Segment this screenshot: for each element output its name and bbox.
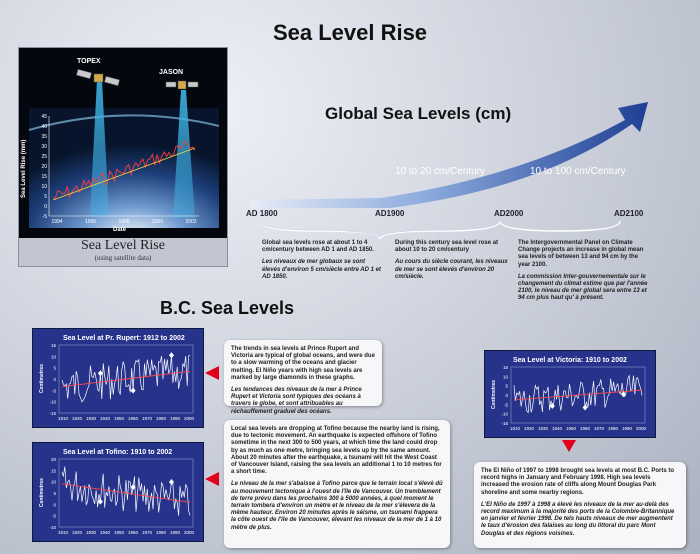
satellite-caption: Sea Level Rise (81, 238, 165, 253)
chart-plot (33, 329, 203, 427)
ytick-label: 10 (50, 354, 56, 360)
satellite-subcaption: (using satellite data) (94, 254, 152, 262)
sea-level-series (62, 467, 190, 516)
el-nino-marker (169, 352, 174, 358)
xtick-label: 1960 (127, 416, 139, 421)
satellite-ytick: 40 (41, 124, 47, 130)
xtick-label: 1920 (523, 426, 535, 431)
pointer-rupert-icon (203, 366, 219, 380)
ytick-label: 5 (53, 365, 56, 371)
satellite-ytick: 5 (44, 194, 47, 200)
ytick-label: -15 (49, 411, 56, 416)
note-ipcc-projection: The Intergovernmental Panel on Climate Change projects an increase in global mean sea levels of between 13 and 94 cm by the year 2100. La commission Inter-gouvernementale sur le changement du climat estime que par l'année 2100, le niveau de mer global sera entre 13 et 94 cm plus haut qu' à présent. (518, 240, 648, 302)
satellite-ytick: 0 (44, 204, 47, 210)
satellite-xtick: 1994 (51, 219, 63, 225)
timeline-braces (250, 219, 640, 241)
xtick-label: 1980 (155, 530, 167, 535)
xtick-label: 1920 (71, 530, 83, 535)
satellite-xtick: 2000 (151, 219, 164, 225)
note-tofino: Local sea levels are dropping at Tofino because the nearby land is rising, due to tectonic movement. An earthquake is expected offshore of Tofino sometime in the next 300 to 500 years, at which time the land could drop by as much as one metre, bringing sea levels up by the same amount. About 20 minutes after the earthquake, a tsunami will hit the West Coast of Vancouver Island, raising the sea levels an additional 1 to 10 metres for a short time. Le niveau de la mer s'abaisse à Tofino parce que le terrain local s'élevé dû au mouvement tectonique à l'ouest de l'île de Vancouver. Un tremblement de terre prévu dans les prochains 300 à 5000 années, à quel moment le terrain tombera d'environ un mètre et le niveau de la mer s'élevera de la même hauteur. Environ 20 minutes après le séisme, un tsunami frappera la côte ouest de l'île de Vancouver, élevant les niveaux de la mer de 1 à 10 mètre de plus. (224, 420, 450, 548)
ytick-label: 10 (502, 374, 508, 380)
xtick-label: 1940 (99, 530, 111, 535)
ytick-label: -5 (503, 402, 508, 408)
bc-sea-levels-title: B.C. Sea Levels (160, 298, 295, 318)
satellite-ylabel: Sea Level Rise (mm) (21, 139, 27, 198)
xtick-label: 2000 (635, 426, 647, 431)
ytick-label: 0 (505, 393, 508, 398)
chart-title: Sea Level at Victoria: 1910 to 2002 (513, 357, 627, 364)
xtick-label: 1940 (99, 416, 111, 421)
ytick-label: 0 (53, 377, 56, 382)
el-nino-marker (131, 388, 136, 394)
chart-title: Sea Level at Pr. Rupert: 1912 to 2002 (63, 335, 185, 342)
note-victoria: The El Niño of 1997 to 1998 brought sea levels at most B.C. Ports to record highs in January and February 1998. High sea levels increased the erosion rate of cliffs along Mount Douglas Park shoreline and some nearby regions. L'El Niño de 1997 à 1998 a élevé les niveaux de la mer au-delà des record maximum à la majorité des ports de la Colombie-Britannique en janvier et février 1998. De tels hauts niveaux de mer augmentent le taux d'érosion des falaises au long du littoral du parc Mont Douglas et des régions voisines. (474, 462, 686, 548)
ytick-label: -5 (51, 513, 56, 519)
satellite-ytick: 30 (41, 144, 47, 150)
ytick-label: 15 (502, 365, 508, 370)
rate-20th-century: 10 to 20 cm/Century (395, 166, 486, 177)
chart-title: Sea Level at Tofino: 1910 to 2002 (63, 449, 173, 456)
ytick-label: -10 (49, 399, 56, 405)
satellite-panel (18, 47, 228, 267)
ytick-label: 5 (505, 383, 508, 389)
ytick-label: -10 (501, 411, 508, 417)
xtick-label: 1930 (85, 530, 97, 535)
chart-victoria (484, 350, 656, 438)
xtick-label: 1990 (621, 426, 633, 431)
tick-ad-2100: AD2100 (614, 209, 644, 218)
pointer-tofino-icon (203, 472, 219, 486)
ytick-label: -15 (501, 421, 508, 426)
ytick-label: 20 (50, 457, 56, 462)
tick-ad-1900: AD1900 (375, 209, 405, 218)
xtick-label: 1940 (551, 426, 563, 431)
note-ad1-1850: Global sea levels rose at about 1 to 4 cm/century between AD 1 and AD 1850. Les niveaux de mer globaux se sont élevés d'environ 5 cm/siècle entre AD 1 et AD 1850. (262, 240, 381, 280)
xtick-label: 1950 (565, 426, 577, 431)
note-20th-century: During this century sea level rose at about 10 to 20 cm/century Au cours du siècle courant, les niveaux de mer se sont élevés d'environ 20 cm/siècle. (395, 240, 508, 280)
satellite-ytick: -5 (42, 214, 47, 220)
xtick-label: 1930 (85, 416, 97, 421)
xtick-label: 1980 (607, 426, 619, 431)
satellite-ytick: 45 (41, 114, 47, 120)
xtick-label: 1950 (113, 530, 125, 535)
xtick-label: 1970 (593, 426, 605, 431)
satellite-ytick: 25 (41, 154, 47, 160)
el-nino-marker (583, 405, 588, 411)
ytick-label: -5 (51, 388, 56, 394)
xtick-label: 2000 (183, 416, 195, 421)
global-sea-levels-title: Global Sea Levels (cm) (325, 104, 512, 123)
satellite-ytick: 15 (41, 174, 47, 180)
xtick-label: 1970 (141, 530, 153, 535)
note-rupert: The trends in sea levels at Prince Rupert and Victoria are typical of global oceans, and were due to a slow warming of the oceans and glacier melting. El Niño years with high sea levels are marked by large diamonds in these graphs. Les tendances des niveaux de la mer à Prince Rupert et Victoria sont typiques des océans à travers le globe, et sont attribuables au réchauffement graduel des océans. (224, 340, 382, 406)
pointer-victoria-icon (562, 438, 576, 452)
xtick-label: 1910 (509, 426, 521, 431)
xtick-label: 1950 (113, 416, 125, 421)
page-title: Sea Level Rise (272, 20, 428, 45)
ytick-label: 0 (53, 502, 56, 508)
chart-tofino (32, 442, 204, 542)
ytick-label: 15 (50, 468, 56, 474)
satellite-xtick: 1996 (84, 219, 97, 225)
tick-ad-2000: AD2000 (494, 209, 524, 218)
xtick-label: 1910 (57, 416, 69, 421)
satellite-xtick: 2002 (185, 219, 197, 225)
ytick-label: 10 (50, 479, 56, 485)
chart-plot (485, 351, 655, 437)
jason-label: JASON (159, 69, 184, 76)
ylabel: Centimetres (39, 478, 45, 507)
xtick-label: 1990 (169, 416, 181, 421)
xtick-label: 1930 (537, 426, 549, 431)
chart-plot (33, 443, 203, 541)
satellite-ytick: 35 (41, 134, 47, 140)
rate-21st-century: 10 to 100 cm/Century (530, 166, 626, 177)
ytick-label: -10 (49, 525, 56, 530)
satellite-xlabel: Date (113, 227, 127, 233)
satellite-xtick: 1998 (118, 219, 130, 225)
satellite-ytick: 10 (41, 184, 47, 190)
tick-ad-1800: AD 1800 (246, 209, 278, 218)
satellite-ytick: 20 (41, 164, 47, 170)
xtick-label: 1990 (169, 530, 181, 535)
el-nino-marker (98, 370, 103, 376)
chart-prince-rupert (32, 328, 204, 428)
ytick-label: 5 (53, 491, 56, 496)
xtick-label: 2000 (183, 530, 195, 535)
xtick-label: 1920 (71, 416, 83, 421)
xtick-label: 1910 (57, 530, 69, 535)
sea-level-series (62, 355, 190, 402)
xtick-label: 1980 (155, 416, 167, 421)
ylabel: Centimetres (39, 364, 45, 393)
ylabel: Centimetres (491, 380, 497, 409)
topex-label: TOPEX (77, 58, 101, 65)
satellite-illustration (19, 48, 227, 238)
xtick-label: 1970 (141, 416, 153, 421)
xtick-label: 1960 (579, 426, 591, 431)
ytick-label: 15 (50, 343, 56, 348)
xtick-label: 1960 (127, 530, 139, 535)
